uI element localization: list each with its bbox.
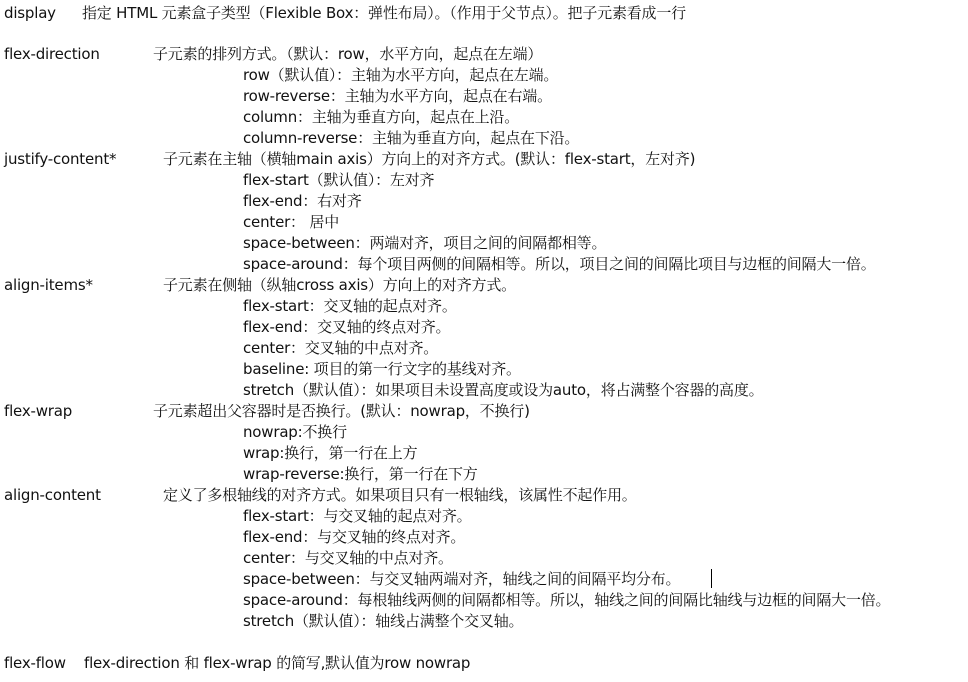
align-content-value: flex-end：与交叉轴的终点对齐。 (243, 528, 466, 546)
prop-justify-content-desc: 子元素在主轴（横轴main axis）方向上的对齐方式。(默认：flex-start，左对齐) (163, 150, 696, 168)
text-cursor (711, 569, 712, 588)
prop-align-content-desc: 定义了多根轴线的对齐方式。如果项目只有一根轴线，该属性不起作用。 (163, 486, 637, 504)
flex-direction-value: column：主轴为垂直方向，起点在上沿。 (243, 108, 520, 126)
prop-flex-wrap-desc: 子元素超出父容器时是否换行。(默认：nowrap，不换行) (153, 402, 530, 420)
justify-content-value: center： 居中 (243, 213, 340, 231)
align-content-value: flex-start：与交叉轴的起点对齐。 (243, 507, 472, 525)
prop-flex-direction: flex-direction (4, 45, 100, 63)
flex-direction-value: column-reverse：主轴为垂直方向，起点在下沿。 (243, 129, 580, 147)
align-content-value: space-between：与交叉轴两端对齐，轴线之间的间隔平均分布。 (243, 570, 681, 588)
align-content-value: stretch（默认值）：轴线占满整个交叉轴。 (243, 612, 524, 630)
flex-wrap-value: nowrap:不换行 (243, 423, 347, 441)
justify-content-value: flex-end：右对齐 (243, 192, 362, 210)
prop-display: display (4, 4, 56, 22)
prop-flex-wrap: flex-wrap (4, 402, 73, 420)
justify-content-value: space-between：两端对齐，项目之间的间隔都相等。 (243, 234, 607, 252)
flex-direction-value: row-reverse：主轴为水平方向，起点在右端。 (243, 87, 552, 105)
prop-align-content: align-content (4, 486, 101, 504)
align-items-value: baseline: 项目的第一行文字的基线对齐。 (243, 360, 521, 378)
flex-wrap-value: wrap:换行，第一行在上方 (243, 444, 418, 462)
prop-flex-flow-desc: flex-direction 和 flex-wrap 的简写,默认值为row nowrap (84, 654, 471, 672)
prop-display-desc: 指定 HTML 元素盒子类型（Flexible Box：弹性布局）。（作用于父节点）。把子元素看成一行 (82, 4, 686, 22)
prop-justify-content: justify-content* (4, 150, 117, 168)
align-items-value: flex-start：交叉轴的起点对齐。 (243, 297, 457, 315)
prop-align-items-desc: 子元素在侧轴（纵轴cross axis）方向上的对齐方式。 (163, 276, 516, 294)
align-content-value: space-around：每根轴线两侧的间隔都相等。所以，轴线之间的间隔比轴线与边框的间隔大一倍。 (243, 591, 891, 609)
justify-content-value: flex-start（默认值）：左对齐 (243, 171, 435, 189)
align-items-value: flex-end：交叉轴的终点对齐。 (243, 318, 451, 336)
flex-direction-value: row（默认值）：主轴为水平方向，起点在左端。 (243, 66, 559, 84)
align-items-value: center：交叉轴的中点对齐。 (243, 339, 439, 357)
prop-flex-direction-desc: 子元素的排列方式。（默认：row，水平方向，起点在左端） (153, 45, 543, 63)
align-content-value: center：与交叉轴的中点对齐。 (243, 549, 453, 567)
align-items-value: stretch（默认值）：如果项目未设置高度或设为auto，将占满整个容器的高度。 (243, 381, 764, 399)
prop-align-items: align-items* (4, 276, 93, 294)
prop-flex-flow: flex-flow (4, 654, 66, 672)
flex-wrap-value: wrap-reverse:换行，第一行在下方 (243, 465, 478, 483)
justify-content-value: space-around：每个项目两侧的间隔相等。所以，项目之间的间隔比项目与边框的间隔大一倍。 (243, 255, 876, 273)
